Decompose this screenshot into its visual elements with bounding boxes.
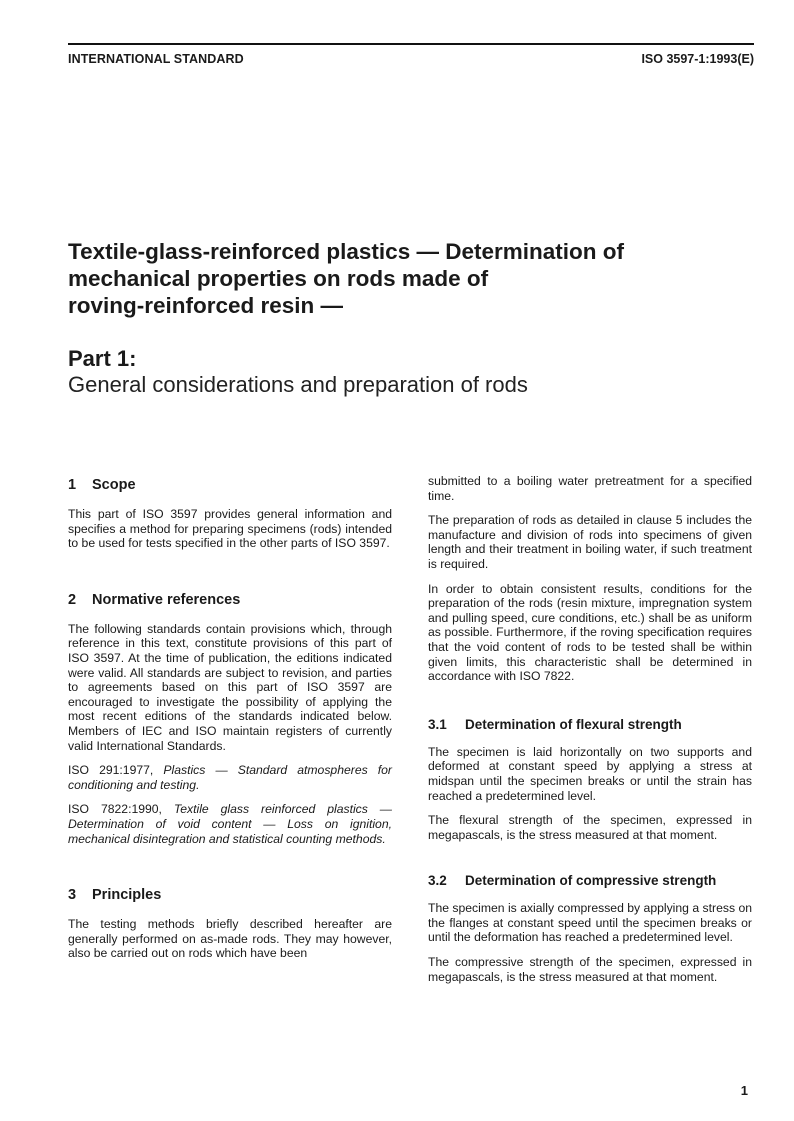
preparation-paragraph: The preparation of rods as detailed in clause 5 includes the manufacture and division of rods into specimens of given length and their treatment in boiling water, if such treatment is required. bbox=[428, 513, 752, 571]
title-line-1: Textile-glass-reinforced plastics — Determination of bbox=[68, 239, 624, 264]
part-subtitle: General considerations and preparation of rods bbox=[68, 372, 528, 397]
document-type-label: INTERNATIONAL STANDARD bbox=[68, 52, 244, 66]
flexural-paragraph-1: The specimen is laid horizontally on two supports and deformed at constant speed by applying a stress at midspan until the specimen breaks or until the strain has reached a predetermined level. bbox=[428, 744, 752, 803]
subsection-title: Determination of compressive strength bbox=[465, 873, 717, 889]
left-column bbox=[68, 476, 392, 971]
reference-iso-7822 bbox=[68, 802, 392, 846]
reference-title: Plastics — Standard atmospheres for conditioning and testing. bbox=[68, 763, 392, 792]
principles-continued: submitted to a boiling water pretreatment for a specified time. bbox=[428, 474, 752, 503]
compressive-paragraph-2: The compressive strength of the specimen, expressed in megapascals, is the stress measured at that moment. bbox=[428, 955, 752, 984]
subsection-number: 3.2 bbox=[428, 873, 447, 889]
normative-paragraph: The following standards contain provisions which, through reference in this text, constitute provisions of this part of ISO 3597. At the time of publication, the editions indicated were valid. All standards are subject to revision, and parties to agreements based on this part of ISO 3597 are encouraged to investigate the possibility of applying the most recent editions of the standards indicated below. Members of IEC and ISO maintain registers of currently valid International Standards. bbox=[68, 621, 392, 753]
header-rule bbox=[68, 43, 754, 45]
section-title: Normative references bbox=[92, 591, 241, 608]
principles-paragraph: The testing methods briefly described hereafter are generally performed on as-made rods. They may however, also be carried out on rods which have been bbox=[68, 917, 392, 961]
reference-title: Textile glass reinforced plastics — Determination of void content — Loss on ignition, mechanical disintegration and statistical counting methods. bbox=[68, 802, 392, 846]
section-title: Scope bbox=[92, 477, 136, 493]
subsection-title: Determination of flexural strength bbox=[465, 716, 682, 732]
section-number: 3 bbox=[68, 887, 77, 904]
consistency-paragraph: In order to obtain consistent results, conditions for the preparation of the rods (resin mixture, impregnation system and pulling speed, cure conditions, etc.) shall be as uniform as possible. Furthermore, if the roving specification requires that the void content of rods to be tested shall be within given limits, this characteristic shall be determined in accordance with ISO 7822. bbox=[428, 581, 752, 684]
scope-paragraph: This part of ISO 3597 provides general information and specifies a method for preparing specimens (rods) intended to be used for tests specified in the other parts of ISO 3597. bbox=[68, 507, 392, 551]
page-number: 1 bbox=[740, 1083, 748, 1098]
title-line-3: roving-reinforced resin — bbox=[68, 293, 344, 318]
section-heading-normative-references bbox=[68, 591, 392, 609]
section-title: Principles bbox=[92, 887, 162, 904]
section-number: 1 bbox=[68, 477, 77, 493]
section-heading-scope bbox=[68, 476, 392, 494]
document-title bbox=[68, 238, 758, 319]
subsection-heading-flexural bbox=[428, 716, 752, 733]
subsection-heading-compressive bbox=[428, 872, 752, 889]
compressive-paragraph-1: The specimen is axially compressed by applying a stress on the flanges at constant speed until the specimen breaks or until the deformation has reached a predetermined level. bbox=[428, 901, 752, 945]
right-column bbox=[428, 474, 752, 994]
reference-iso-291 bbox=[68, 763, 392, 792]
section-heading-principles bbox=[68, 886, 392, 904]
reference-code: ISO 291:1977, bbox=[68, 763, 154, 778]
title-line-2: mechanical properties on rods made of bbox=[68, 266, 489, 291]
flexural-paragraph-2: The flexural strength of the specimen, expressed in megapascals, is the stress measured at that moment. bbox=[428, 813, 752, 842]
reference-code: ISO 7822:1990, bbox=[68, 802, 162, 817]
part-label: Part 1: bbox=[68, 346, 137, 371]
document-number: ISO 3597-1:1993(E) bbox=[641, 52, 754, 66]
section-number: 2 bbox=[68, 591, 77, 608]
subsection-number: 3.1 bbox=[428, 716, 447, 732]
